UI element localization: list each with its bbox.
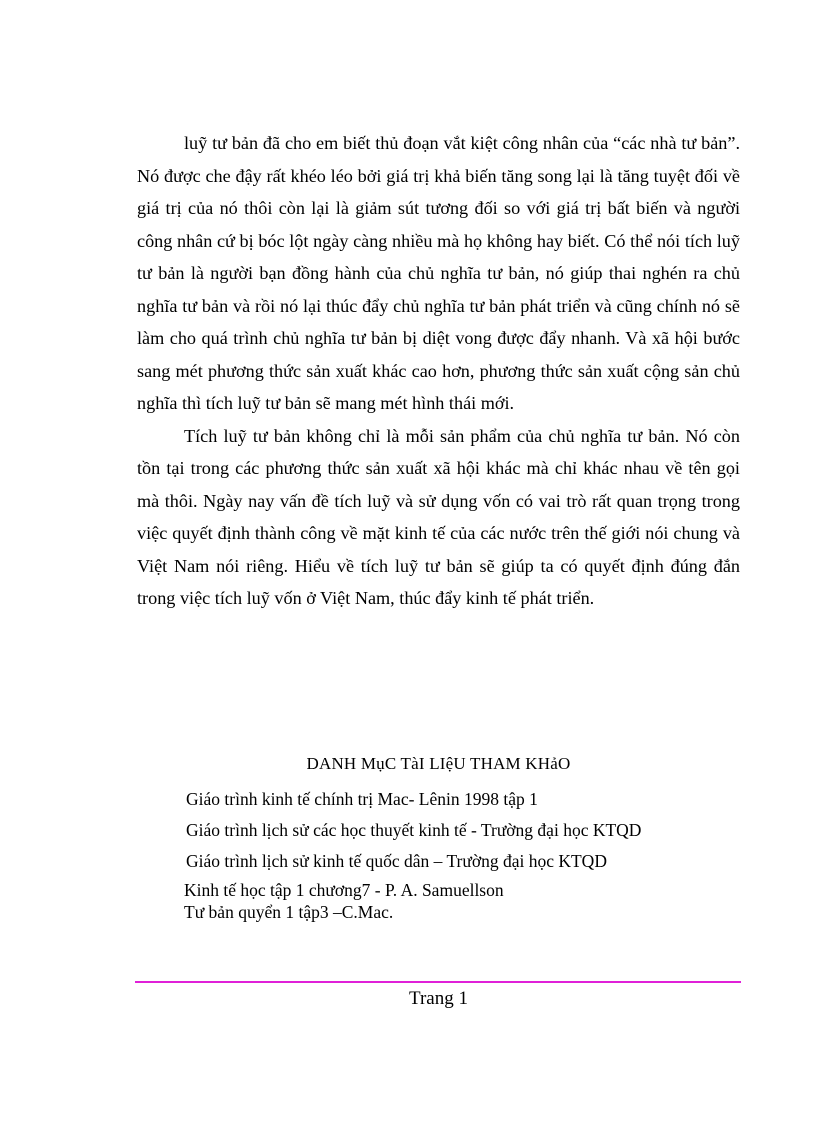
- page-number: Trang 1: [409, 988, 468, 1009]
- references-list: [186, 784, 746, 923]
- paragraph: Tích luỹ tư bản không chỉ là mỗi sản phẩm của chủ nghĩa tư bản. Nó còn tồn tại trong các phương thức sản xuất xã hội khác mà chỉ khác nhau về tên gọi mà thôi. Ngày nay vấn đề tích luỹ và sử dụng vốn có vai trò rất quan trọng trong việc quyết định thành công về mặt kinh tế của các nước trên thế giới nói chung và Việt Nam nói riêng. Hiểu về tích luỹ tư bản sẽ giúp ta có quyết định đúng đắn trong việc tích luỹ vốn ở Việt Nam, thúc đẩy kinh tế phát triển.: [137, 425, 740, 608]
- body-text: [137, 127, 740, 615]
- reference-item: Giáo trình lịch sử các học thuyết kinh tế - Trường đại học KTQD: [186, 820, 642, 840]
- footer-rule: [135, 981, 741, 983]
- reference-item: Tư bản quyển 1 tập3 –C.Mac.: [184, 902, 394, 922]
- reference-item: Giáo trình kinh tế chính trị Mac- Lênin 1998 tập 1: [186, 789, 538, 809]
- reference-item: Giáo trình lịch sử kinh tế quốc dân – Trường đại học KTQD: [186, 851, 607, 871]
- references-title: DANH MụC TàI LIệU THAM KHảO: [306, 754, 571, 773]
- reference-item: Kinh tế học tập 1 chương7 - P. A. Samuellson: [184, 880, 504, 900]
- paragraph-continuation: luỹ tư bản đã cho em biết thủ đoạn vắt kiệt công nhân của “các nhà tư bản”. Nó được che đậy rất khéo léo bởi giá trị khả biến tăng song lại là tăng tuyệt đối về giá trị của nó thôi còn lại là giảm sút tương đối so với giá trị bất biến và người công nhân cứ bị bóc lột ngày càng nhiều mà họ không hay biết. Có thể nói tích luỹ tư bản là người bạn đồng hành của chủ nghĩa tư bản, nó giúp thai nghén ra chủ nghĩa tư bản và rồi nó lại thúc đẩy chủ nghĩa tư bản phát triển và cũng chính nó sẽ làm cho quá trình chủ nghĩa tư bản bị diệt vong được đẩy nhanh. Và xã hội bước sang mét phương thức sản xuất khác cao hơn, phương thức sản xuất cộng sản chủ nghĩa thì tích luỹ tư bản sẽ mang mét hình thái mới.: [137, 133, 740, 413]
